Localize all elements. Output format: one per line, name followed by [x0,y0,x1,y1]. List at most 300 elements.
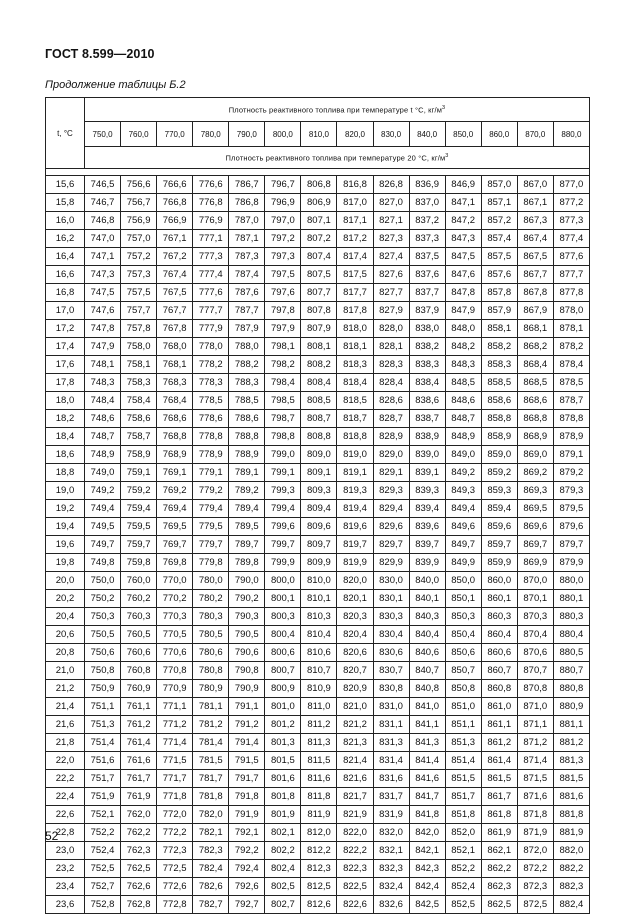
temperature-cell: 23,2 [46,860,85,878]
density-sub-title: Плотность реактивного топлива при температуре 20 °С, $кг/м^3$ [85,147,590,169]
density-cell: 860,0 [481,572,517,590]
density-cell: 841,7 [409,788,445,806]
density-cell: 870,0 [517,572,553,590]
density-cell: 877,2 [553,194,589,212]
density-cell: 879,2 [553,464,589,482]
density-cell: 758,3 [121,374,157,392]
table-row [46,842,590,860]
density-cell: 880,4 [553,626,589,644]
temperature-cell: 16,8 [46,284,85,302]
density-cell: 879,6 [553,518,589,536]
density-cell: 777,6 [193,284,229,302]
density-cell: 799,3 [265,482,301,500]
density-cell: 757,7 [121,302,157,320]
density-cell: 752,5 [85,860,121,878]
density-cell: 780,5 [193,626,229,644]
density-cell: 781,7 [193,770,229,788]
density-cell: 881,1 [553,716,589,734]
density-cell: 790,9 [229,680,265,698]
density-cell: 820,4 [337,626,373,644]
table-row [46,266,590,284]
temperature-cell: 22,4 [46,788,85,806]
density-cell: 830,7 [373,662,409,680]
density-cell: 880,9 [553,698,589,716]
density-cell: 820,1 [337,590,373,608]
temperature-cell: 16,0 [46,212,85,230]
density-cell: 750,5 [85,626,121,644]
density-cell: 881,5 [553,770,589,788]
density-cell: 809,6 [301,518,337,536]
density-cell: 768,8 [157,428,193,446]
density-cell: 859,0 [481,446,517,464]
density-cell: 790,2 [229,590,265,608]
density-cell: 849,2 [445,464,481,482]
density-cell: 807,7 [301,284,337,302]
density-cell: 749,2 [85,482,121,500]
density-cell: 819,0 [337,446,373,464]
density-cell: 881,6 [553,788,589,806]
density-cell: 791,1 [229,698,265,716]
density-cell: 778,8 [193,428,229,446]
temperature-cell: 23,0 [46,842,85,860]
density-cell: 809,9 [301,554,337,572]
table-row [46,752,590,770]
density-cell: 847,9 [445,302,481,320]
density-cell: 880,5 [553,644,589,662]
density-cell: 828,1 [373,338,409,356]
density-cell: 829,0 [373,446,409,464]
density-cell: 881,9 [553,824,589,842]
density-cell: 869,2 [517,464,553,482]
document-header: ГОСТ 8.599—2010 [45,47,155,61]
density-cell: 819,4 [337,500,373,518]
density-cell: 860,6 [481,644,517,662]
density-cell: 766,8 [157,194,193,212]
density-cell: 777,7 [193,302,229,320]
density-cell: 817,4 [337,248,373,266]
temperature-column-header: t, °C [46,98,85,169]
density-cell: 797,6 [265,284,301,302]
density-cell: 838,4 [409,374,445,392]
density-cell: 838,2 [409,338,445,356]
density-cell: 768,1 [157,356,193,374]
temperature-cell: 16,6 [46,266,85,284]
density-cell: 788,0 [229,338,265,356]
density-cell: 851,1 [445,716,481,734]
density-cell: 850,6 [445,644,481,662]
table-row [46,464,590,482]
density-cell: 827,9 [373,302,409,320]
density-cell: 806,9 [301,194,337,212]
density-cell: 757,3 [121,266,157,284]
density-cell: 766,9 [157,212,193,230]
table-row [46,284,590,302]
table-row [46,662,590,680]
density-cell: 778,3 [193,374,229,392]
density-cell: 831,6 [373,770,409,788]
density-cell: 761,1 [121,698,157,716]
density-cell: 827,6 [373,266,409,284]
density-cell: 751,6 [85,752,121,770]
density-cell: 808,5 [301,392,337,410]
density-cell: 837,2 [409,212,445,230]
density-cell: 799,0 [265,446,301,464]
density-cell: 811,8 [301,788,337,806]
density-cell: 797,2 [265,230,301,248]
density-cell: 818,5 [337,392,373,410]
density-cell: 821,4 [337,752,373,770]
density-cell: 847,5 [445,248,481,266]
temperature-cell: 16,2 [46,230,85,248]
density-cell: 809,3 [301,482,337,500]
density-cell: 748,9 [85,446,121,464]
density-cell: 751,9 [85,788,121,806]
density-cell: 757,2 [121,248,157,266]
density-cell: 877,7 [553,266,589,284]
density-cell: 752,7 [85,878,121,896]
density-cell: 838,3 [409,356,445,374]
density-cell: 748,6 [85,410,121,428]
density-cell: 807,2 [301,230,337,248]
density-cell: 801,9 [265,806,301,824]
temperature-cell: 17,0 [46,302,85,320]
density-cell: 808,4 [301,374,337,392]
density-cell: 871,5 [517,770,553,788]
density-cell: 790,3 [229,608,265,626]
density-cell: 746,7 [85,194,121,212]
temperature-cell: 23,6 [46,896,85,914]
density-column-header: 770,0 [157,121,193,147]
table-row [46,590,590,608]
table-row [46,788,590,806]
density-cell: 847,6 [445,266,481,284]
temperature-cell: 21,4 [46,698,85,716]
density-cell: 878,4 [553,356,589,374]
temperature-cell: 15,8 [46,194,85,212]
density-cell: 868,2 [517,338,553,356]
density-cell: 789,1 [229,464,265,482]
density-cell: 860,7 [481,662,517,680]
density-cell: 751,4 [85,734,121,752]
temperature-cell: 17,6 [46,356,85,374]
density-cell: 878,1 [553,320,589,338]
density-cell: 839,4 [409,500,445,518]
density-column-header: 860,0 [481,121,517,147]
temperature-cell: 17,8 [46,374,85,392]
density-cell: 768,0 [157,338,193,356]
density-cell: 807,5 [301,266,337,284]
density-cell: 881,3 [553,752,589,770]
density-cell: 850,7 [445,662,481,680]
density-cell: 798,1 [265,338,301,356]
density-cell: 760,0 [121,572,157,590]
density-cell: 820,3 [337,608,373,626]
density-cell: 769,8 [157,554,193,572]
density-cell: 861,8 [481,806,517,824]
density-cell: 759,1 [121,464,157,482]
density-cell: 857,8 [481,284,517,302]
density-cell: 808,1 [301,338,337,356]
density-cell: 752,8 [85,896,121,914]
density-cell: 802,7 [265,896,301,914]
density-cell: 858,2 [481,338,517,356]
density-cell: 809,7 [301,536,337,554]
density-cell: 780,8 [193,662,229,680]
density-cell: 776,8 [193,194,229,212]
table-row [46,338,590,356]
density-cell: 792,2 [229,842,265,860]
density-cell: 842,3 [409,860,445,878]
density-cell: 799,9 [265,554,301,572]
density-cell: 768,6 [157,410,193,428]
density-cell: 782,1 [193,824,229,842]
density-cell: 838,7 [409,410,445,428]
density-cell: 829,3 [373,482,409,500]
density-cell: 758,7 [121,428,157,446]
density-cell: 748,4 [85,392,121,410]
density-cell: 778,6 [193,410,229,428]
density-cell: 770,9 [157,680,193,698]
density-cell: 749,7 [85,536,121,554]
density-cell: 809,0 [301,446,337,464]
density-cell: 801,8 [265,788,301,806]
density-cell: 782,4 [193,860,229,878]
density-cell: 881,8 [553,806,589,824]
density-cell: 769,4 [157,500,193,518]
density-cell: 800,4 [265,626,301,644]
density-cell: 781,4 [193,734,229,752]
density-cell: 862,3 [481,878,517,896]
density-cell: 797,5 [265,266,301,284]
density-cell: 801,0 [265,698,301,716]
density-cell: 828,7 [373,410,409,428]
table-row [46,734,590,752]
temperature-cell: 17,2 [46,320,85,338]
table-row [46,806,590,824]
density-cell: 837,6 [409,266,445,284]
density-cell: 822,5 [337,878,373,896]
density-cell: 780,3 [193,608,229,626]
density-cell: 802,5 [265,878,301,896]
density-cell: 829,4 [373,500,409,518]
density-cell: 807,4 [301,248,337,266]
density-cell: 861,5 [481,770,517,788]
density-cell: 818,7 [337,410,373,428]
density-cell: 809,4 [301,500,337,518]
table-row [46,302,590,320]
density-cell: 808,2 [301,356,337,374]
density-cell: 791,4 [229,734,265,752]
table-row [46,824,590,842]
density-cell: 830,8 [373,680,409,698]
density-cell: 771,2 [157,716,193,734]
density-cell: 859,3 [481,482,517,500]
density-cell: 857,0 [481,176,517,194]
density-cell: 771,8 [157,788,193,806]
density-cell: 787,1 [229,230,265,248]
density-cell: 847,2 [445,212,481,230]
density-cell: 801,3 [265,734,301,752]
density-cell: 796,9 [265,194,301,212]
density-column-header: 780,0 [193,121,229,147]
density-cell: 848,2 [445,338,481,356]
density-cell: 870,1 [517,590,553,608]
table-row [46,896,590,914]
table-row [46,698,590,716]
density-column-header: 810,0 [301,121,337,147]
density-cell: 802,2 [265,842,301,860]
density-cell: 827,1 [373,212,409,230]
density-cell: 777,9 [193,320,229,338]
density-cell: 868,8 [517,410,553,428]
density-cell: 792,6 [229,878,265,896]
density-cell: 747,1 [85,248,121,266]
density-cell: 748,7 [85,428,121,446]
density-cell: 769,1 [157,464,193,482]
page-number: 52 [45,829,59,843]
density-cell: 821,9 [337,806,373,824]
density-cell: 788,2 [229,356,265,374]
density-cell: 801,5 [265,752,301,770]
temperature-cell: 18,8 [46,464,85,482]
density-cell: 829,6 [373,518,409,536]
density-cell: 797,3 [265,248,301,266]
density-cell: 872,5 [517,896,553,914]
density-cell: 819,9 [337,554,373,572]
density-cell: 759,2 [121,482,157,500]
density-cell: 867,4 [517,230,553,248]
density-cell: 760,8 [121,662,157,680]
density-cell: 862,1 [481,842,517,860]
density-cell: 832,3 [373,860,409,878]
density-cell: 832,1 [373,842,409,860]
density-cell: 812,5 [301,878,337,896]
density-cell: 838,9 [409,428,445,446]
temperature-cell: 19,2 [46,500,85,518]
density-cell: 758,0 [121,338,157,356]
density-cell: 849,7 [445,536,481,554]
density-cell: 857,1 [481,194,517,212]
density-cell: 862,2 [481,860,517,878]
table-row [46,554,590,572]
density-cell: 817,1 [337,212,373,230]
density-cell: 840,4 [409,626,445,644]
temperature-cell: 19,0 [46,482,85,500]
density-cell: 837,7 [409,284,445,302]
density-cell: 811,9 [301,806,337,824]
table-row [46,482,590,500]
density-cell: 842,5 [409,896,445,914]
density-cell: 847,8 [445,284,481,302]
table-row [46,572,590,590]
temperature-cell: 20,2 [46,590,85,608]
density-cell: 858,8 [481,410,517,428]
density-cell: 798,8 [265,428,301,446]
density-cell: 810,9 [301,680,337,698]
density-cell: 828,9 [373,428,409,446]
density-column-header: 760,0 [121,121,157,147]
density-cell: 751,7 [85,770,121,788]
density-cell: 832,6 [373,896,409,914]
density-cell: 771,7 [157,770,193,788]
density-cell: 878,0 [553,302,589,320]
density-cell: 868,4 [517,356,553,374]
density-cell: 847,3 [445,230,481,248]
density-cell: 772,8 [157,896,193,914]
density-cell: 872,3 [517,878,553,896]
density-cell: 878,9 [553,428,589,446]
density-cell: 811,6 [301,770,337,788]
temperature-cell: 21,2 [46,680,85,698]
density-cell: 840,8 [409,680,445,698]
density-cell: 841,8 [409,806,445,824]
density-cell: 842,4 [409,878,445,896]
density-cell: 851,3 [445,734,481,752]
density-cell: 750,2 [85,590,121,608]
density-cell: 748,3 [85,374,121,392]
density-cell: 812,6 [301,896,337,914]
density-cell: 789,4 [229,500,265,518]
table-row [46,212,590,230]
density-cell: 800,3 [265,608,301,626]
density-cell: 799,6 [265,518,301,536]
table-row [46,392,590,410]
table-row [46,248,590,266]
density-cell: 768,3 [157,374,193,392]
density-cell: 819,3 [337,482,373,500]
density-cell: 882,2 [553,860,589,878]
density-cell: 782,3 [193,842,229,860]
density-cell: 767,8 [157,320,193,338]
table-body [46,176,590,914]
table-row [46,428,590,446]
density-cell: 829,7 [373,536,409,554]
density-cell: 800,0 [265,572,301,590]
density-cell: 746,5 [85,176,121,194]
density-cell: 788,6 [229,410,265,428]
temperature-cell: 21,0 [46,662,85,680]
density-cell: 860,8 [481,680,517,698]
density-cell: 750,6 [85,644,121,662]
density-cell: 848,5 [445,374,481,392]
density-cell: 762,6 [121,878,157,896]
density-cell: 841,4 [409,752,445,770]
density-cell: 817,0 [337,194,373,212]
density-cell: 837,3 [409,230,445,248]
density-cell: 831,9 [373,806,409,824]
density-cell: 802,4 [265,860,301,878]
density-cell: 798,2 [265,356,301,374]
density-cell: 760,9 [121,680,157,698]
density-cell: 771,4 [157,734,193,752]
temperature-cell: 20,6 [46,626,85,644]
temperature-cell: 18,6 [46,446,85,464]
density-cell: 827,4 [373,248,409,266]
density-cell: 861,7 [481,788,517,806]
density-cell: 779,1 [193,464,229,482]
density-cell: 818,8 [337,428,373,446]
density-cell: 861,2 [481,734,517,752]
density-cell: 822,3 [337,860,373,878]
density-cell: 869,3 [517,482,553,500]
density-cell: 828,3 [373,356,409,374]
density-cell: 861,1 [481,716,517,734]
density-cell: 831,4 [373,752,409,770]
density-cell: 768,9 [157,446,193,464]
density-cell: 756,9 [121,212,157,230]
density-cell: 791,5 [229,752,265,770]
density-cell: 859,7 [481,536,517,554]
